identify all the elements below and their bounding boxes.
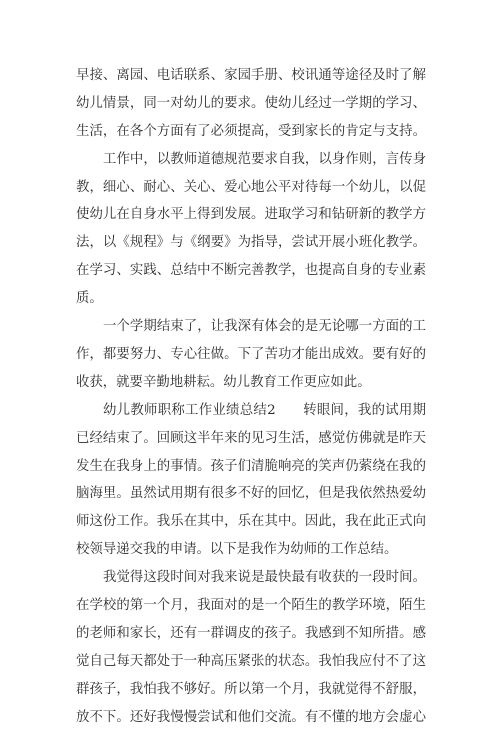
paragraph-3 — [76, 313, 426, 397]
text-line: 早接、离园、电话联系、家园手册、校讯通等途径及时了解 — [76, 68, 426, 83]
text-line: 脑海里。虽然试用期有很多不好的回忆，但是我依然热爱幼 — [76, 486, 426, 502]
text-line: 校领导递交我的申请。以下是我作为幼师的工作总结。 — [76, 542, 398, 558]
text-line: 使幼儿在自身水平上得到发展。进取学习和钻研新的教学方 — [76, 207, 426, 223]
text-line: 质。 — [76, 291, 103, 307]
text-line: 工作中，以教师道德规范要求自我，以身作则，言传身 — [103, 151, 426, 167]
text-line: 发生在我身上的事情。孩子们清脆响亮的笑声仍萦绕在我的 — [76, 458, 426, 474]
text-line: 的老师和家长，还有一群调皮的孩子。我感到不知所措。感 — [76, 625, 426, 641]
text-line: 在学习、实践、总结中不断完善教学，也提高自身的专业素 — [76, 263, 426, 279]
paragraph-4 — [76, 397, 426, 564]
text-line: 生活，在各个方面有了必须提高，受到家长的肯定与支持。 — [76, 123, 426, 139]
text-line: 已经结束了。回顾这半年来的见习生活，感觉仿佛就是昨天 — [76, 430, 426, 446]
text-line: 幼儿情景，同一对幼儿的要求。使幼儿经过一学期的学习、 — [76, 95, 426, 111]
text-line: 作，都要努力、专心往做。下了苦功才能出成效。要有好的 — [76, 346, 426, 362]
text-line: 在学校的第一个月，我面对的是一个陌生的教学环境，陌生 — [76, 598, 426, 614]
text-line: 放不下。还好我慢慢尝试和他们交流。有不懂的地方会虚心 — [76, 709, 426, 725]
paragraph-5 — [76, 564, 426, 731]
text-line: 一个学期结束了，让我深有体会的是无论哪一方面的工 — [103, 319, 426, 335]
text-line: 法，以《规程》与《纲要》为指导，尝试开展小班化教学。 — [76, 235, 426, 251]
text-line: 收获，就要辛勤地耕耘。幼儿教育工作更应如此。 — [76, 374, 371, 390]
paragraph-2 — [76, 146, 426, 313]
text-line: 我觉得这段时间对我来说是最快最有收获的一段时间。 — [103, 570, 426, 586]
text-line: 教，细心、耐心、关心、爱心地公平对待每一个幼儿，以促 — [76, 179, 426, 195]
text-line: 幼儿教师职称工作业绩总结2 转眼间，我的试用期 — [103, 402, 426, 418]
text-line: 师这份工作。我乐在其中，乐在其中。因此，我在此正式向 — [76, 514, 426, 530]
paragraph-1 — [76, 62, 426, 146]
text-line: 觉自己每天都处于一种高压紧张的状态。我怕我应付不了这 — [76, 653, 426, 669]
text-line: 群孩子，我怕我不够好。所以第一个月，我就觉得不舒服， — [76, 681, 426, 697]
